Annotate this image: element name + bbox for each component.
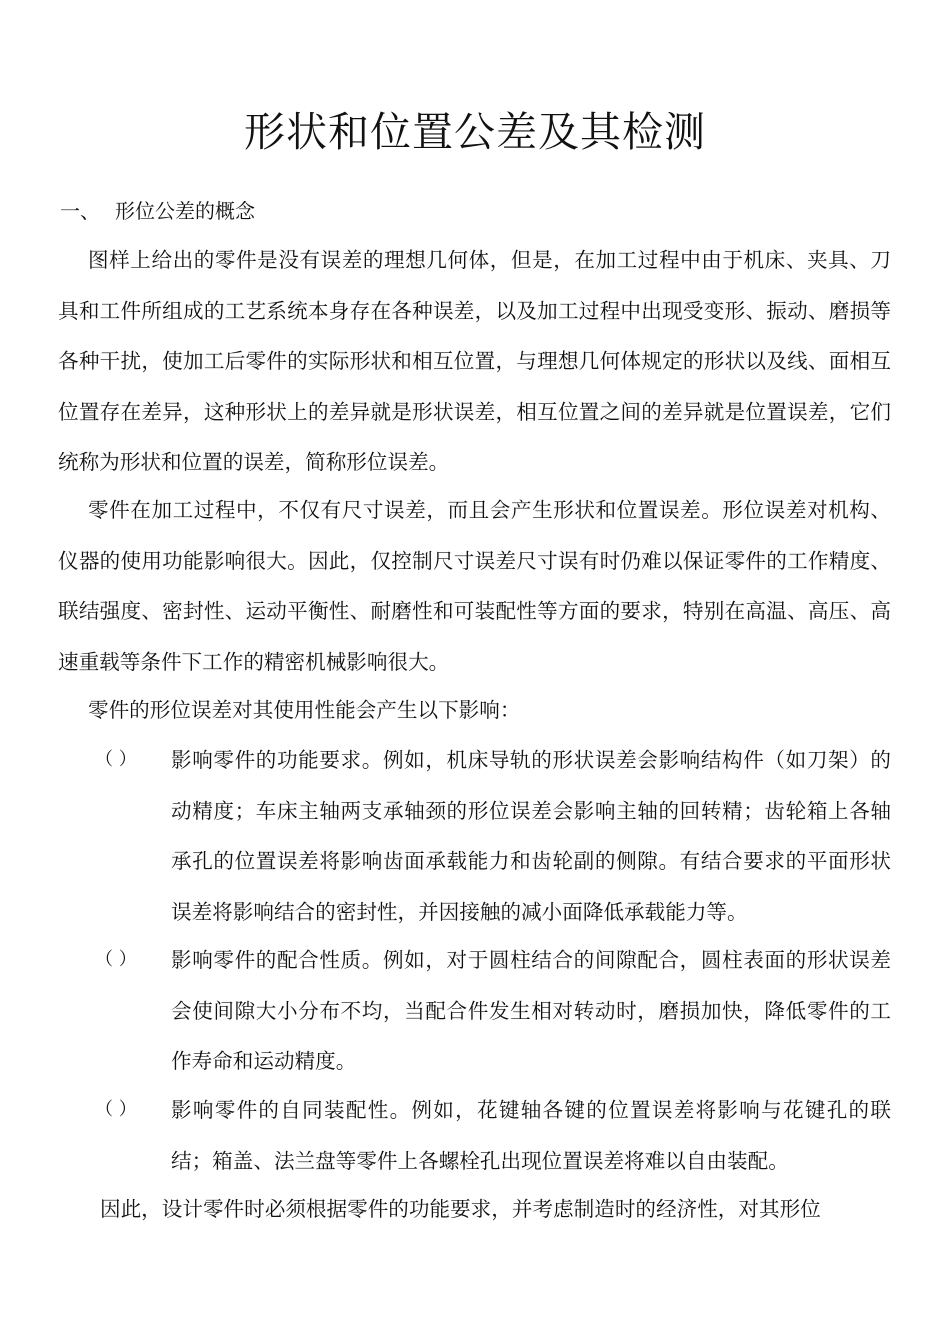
section-title: 形位公差的概念	[115, 199, 255, 223]
document-title: 形状和位置公差及其检测	[244, 108, 706, 156]
list-item-text: 影响零件的功能要求。例如，机床导轨的形状误差会影响结构件（如刀架）的动精度；车床主轴两支承轴颈的形位误差会影响主轴的回转精；齿轮箱上各轴承孔的位置误差将影响齿面承载能力和齿轮副的侧隙。有结合要求的平面形状误差将影响结合的密封性，并因接触的减小面降低承载能力等。	[171, 748, 891, 924]
paragraph-3: 零件的形位误差对其使用性能会产生以下影响：	[88, 698, 521, 722]
closing-paragraph: 因此，设计零件时必须根据零件的功能要求，并考虑制造时的经济性，对其形位	[100, 1197, 821, 1221]
list-item-text: 影响零件的自同装配性。例如，花键轴各键的位置误差将影响与花键孔的联结；箱盖、法兰盘等零件上各螺栓孔出现位置误差将难以自由装配。	[171, 1098, 891, 1173]
paragraph-1: 图样上给出的零件是没有误差的理想几何体，但是，在加工过程中由于机床、夹具、刀具和工件所组成的工艺系统本身存在各种误差，以及加工过程中出现受变形、振动、磨损等各种干扰，使加工后零件的实际形状和相互位置，与理想几何体规定的形状以及线、面相互位置存在差异，这种形状上的差异就是形状误差，相互位置之间的差异就是位置误差，它们统称为形状和位置的误差，简称形位误差。	[58, 248, 891, 474]
list-item-marker: （ ）	[95, 1099, 137, 1120]
paragraph-2: 零件在加工过程中，不仅有尺寸误差，而且会产生形状和位置误差。形位误差对机构、仪器的使用功能影响很大。因此，仅控制尺寸误差尺寸误有时仍难以保证零件的工作精度、联结强度、密封性、运动平衡性、耐磨性和可装配性等方面的要求，特别在高温、高压、高速重载等条件下工作的精密机械影响很大。	[58, 498, 891, 674]
list-item-marker: （ ）	[95, 749, 137, 770]
list-item-text: 影响零件的配合性质。例如，对于圆柱结合的间隙配合，圆柱表面的形状误差会使间隙大小分布不均，当配合件发生相对转动时，磨损加快，降低零件的工作寿命和运动精度。	[171, 948, 891, 1073]
section-number: 一、	[60, 199, 100, 223]
section-heading	[60, 196, 255, 226]
list-item-marker: （ ）	[95, 949, 137, 970]
